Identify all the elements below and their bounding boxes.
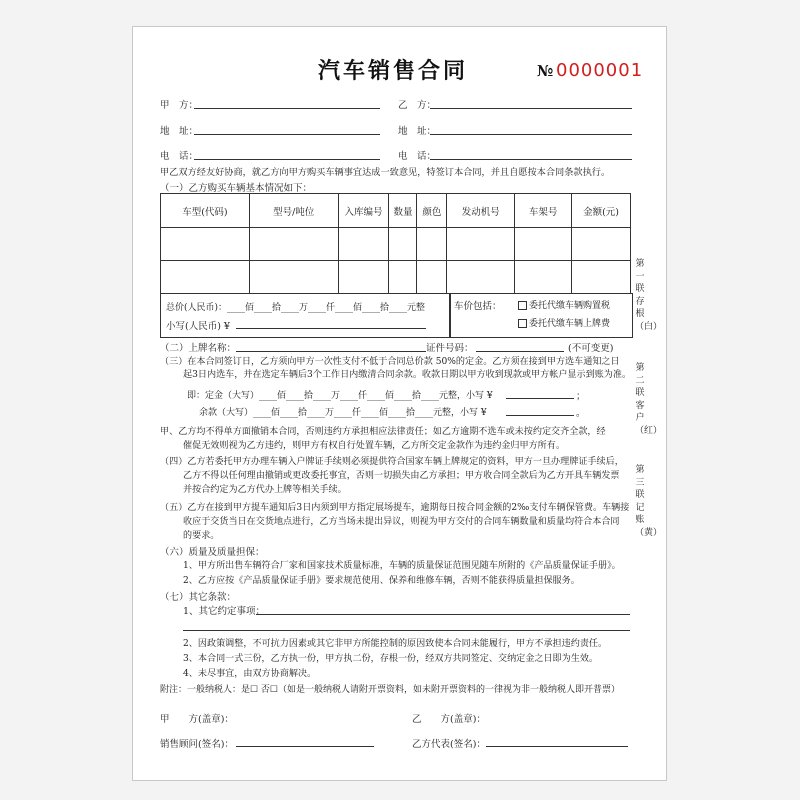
checkbox-icon[interactable] (518, 319, 527, 328)
party-a-field[interactable] (194, 108, 380, 109)
section7-item4: 4、未尽事宜，由双方协商解决。 (183, 669, 317, 679)
party-b-label: 乙 方： (398, 100, 437, 111)
price-includes-label: 车价包括： (454, 301, 502, 312)
other-terms-field-2[interactable] (183, 630, 630, 631)
table-cell[interactable] (417, 228, 447, 261)
table-cell[interactable] (389, 261, 417, 294)
table-cell[interactable] (572, 228, 631, 261)
phone-b-label: 电 话： (398, 151, 437, 162)
table-cell[interactable] (417, 261, 447, 294)
side-label-copy1 (635, 258, 663, 333)
total-upper-text[interactable]: 总价(人民币)：____佰____拾____万____仟____佰____拾____元整 (166, 303, 426, 313)
party-b-rep-label: 乙方代表(签名)： (412, 739, 486, 750)
id-number-field[interactable] (476, 351, 564, 352)
section4-line1: （四）乙方若委托甲方办理车辆入户牌证手续则必须提供符合国家车辆上牌规定的资料，甲方一旦办理牌证手续后， (160, 457, 624, 467)
serial-number-label: № (537, 62, 554, 80)
total-lower-label: 小写(人民币) ¥ (166, 321, 230, 332)
table-cell[interactable] (447, 261, 515, 294)
table-header: 数量 (389, 194, 417, 228)
section3-line1: （三）在本合同签订日，乙方须向甲方一次性支付不低于合同总价款 50%的定金。乙方须在接到甲方选车通知之日 (160, 357, 620, 367)
table-header: 入库编号 (338, 194, 389, 228)
purchase-tax-label: 委托代缴车辆购置税 (529, 301, 611, 311)
table-header-row (161, 194, 631, 228)
table-cell[interactable] (389, 228, 417, 261)
side-label-copy2 (635, 362, 663, 437)
address-b-label: 地 址： (398, 126, 437, 137)
vehicle-table (160, 193, 631, 294)
table-row[interactable] (161, 261, 631, 294)
balance-line[interactable]: 余款（大写）____佰____拾____万____仟____佰____拾____元整，小写 ¥ (199, 408, 487, 418)
deposit-line[interactable]: 即：定金（大写）____佰____拾____万____仟____佰____拾____元整，小写 ¥ (187, 391, 493, 401)
section6-item1: 1、甲方所出售车辆符合厂家和国家技术质量标准，车辆的质量保证范围见随车所附的《产品质量保证手册》。 (183, 561, 621, 571)
table-cell[interactable] (447, 228, 515, 261)
table-cell[interactable] (515, 228, 572, 261)
appendix-note[interactable]: 附注：一般纳税人：是☐ 否☐（如是一般纳税人请附开票资料，如未附开票资料的一律视为非一般纳税人即开普票） (160, 685, 621, 695)
section5-line2: 收应于交货当日在交货地点进行，乙方当场未提出异议，则视为甲方交付的合同车辆数量和质量均符合本合同 (183, 517, 620, 527)
checkbox-icon[interactable] (518, 301, 527, 310)
phone-a-label: 电 话： (160, 151, 199, 162)
table-cell[interactable] (249, 261, 338, 294)
section7-item3: 3、本合同一式三份，乙方执一份，甲方执二份，存根一份，经双方共同签定、交纳定金之日即为生效。 (183, 654, 599, 664)
intro-text: 甲乙双方经友好协商，就乙方向甲方购买车辆事宜达成一致意见，特签订本合同，并且自愿按本合同条款执行。 (160, 167, 611, 178)
table-row[interactable] (161, 228, 631, 261)
section5-line1: （五）乙方在接到甲方提车通知后3日内须到甲方指定展场提车，逾期每日按合同金额的2‰支付车辆保管费。车辆接 (160, 503, 630, 513)
table-header: 发动机号 (447, 194, 515, 228)
section1-title: （一）乙方购买车辆基本情况如下： (160, 183, 313, 194)
party-a-label: 甲 方： (160, 100, 199, 111)
deposit-semicolon: ； (576, 391, 586, 402)
serial-number: 0000001 (556, 60, 644, 81)
plate-fee-option[interactable] (518, 316, 610, 329)
section7-item1: 1、其它约定事项： (183, 606, 266, 617)
unchangeable-note: (不可变更) (568, 343, 614, 354)
table-cell[interactable] (338, 261, 389, 294)
table-cell[interactable] (161, 261, 250, 294)
table-cell[interactable] (572, 261, 631, 294)
table-header: 车型(代码) (161, 194, 250, 228)
section4-line2: 乙方不得以任何理由撤销或更改委托事宜，否则一切损失由乙方承担；甲方收合同全款后为乙方开具车辆发票 (183, 471, 620, 481)
sales-adviser-label: 销售顾问(签名)： (160, 739, 234, 750)
plate-name-field[interactable] (236, 351, 426, 352)
table-cell[interactable] (338, 228, 389, 261)
table-header: 金额(元) (572, 194, 631, 228)
section2-label: （二）上牌名称： (160, 343, 237, 354)
total-lower-field[interactable] (236, 328, 426, 329)
address-b-field[interactable] (430, 134, 632, 135)
plate-fee-label: 委托代缴车辆上牌费 (529, 319, 611, 329)
phone-b-field[interactable] (430, 159, 632, 160)
table-cell[interactable] (249, 228, 338, 261)
table-cell[interactable] (161, 228, 250, 261)
section6-title: （六）质量及质量担保： (160, 547, 265, 558)
balance-period: 。 (576, 408, 586, 419)
table-cell[interactable] (515, 261, 572, 294)
section5-line3: 的要求。 (183, 531, 220, 541)
id-number-label: 证件号码： (426, 343, 474, 354)
party-b-field[interactable] (430, 108, 632, 109)
address-a-label: 地 址： (160, 126, 199, 137)
copy1-text: 第一联 存根（白） (635, 259, 663, 332)
other-terms-field-1[interactable] (256, 614, 630, 615)
table-header: 车架号 (515, 194, 572, 228)
side-label-copy3 (635, 464, 663, 539)
table-header: 颜色 (417, 194, 447, 228)
balance-amount-field[interactable] (506, 415, 574, 416)
table-header: 型号/吨位 (249, 194, 338, 228)
section3-line2: 起3日内选车，并在选定车辆后3个工作日内缴清合同余款。收款日期以甲方收到现款或甲方帐户显示到账为准。 (183, 370, 632, 380)
clause-jia-line2: 催促无效则视为乙方违约，则甲方有权自行处置车辆，乙方所交定金款作为违约金归甲方所有。 (183, 441, 565, 451)
party-b-rep-signature-field[interactable] (486, 746, 628, 747)
party-a-seal-label: 甲 方(盖章)： (160, 714, 234, 725)
copy3-text: 第三联 记账（黄） (635, 465, 663, 538)
section4-line3: 并按合约定为乙方代办上牌等相关手续。 (183, 485, 347, 495)
page-title: 汽车销售合同 (318, 58, 469, 84)
purchase-tax-option[interactable] (518, 298, 610, 311)
clause-jia-line1: 甲、乙方均不得单方面撤销本合同，否则违约方承担相应法律责任；如乙方逾期不选车或未按约定交齐全款，经 (160, 427, 606, 437)
copy2-text: 第二联 客户（红） (635, 363, 663, 436)
section7-item2: 2、因政策调整，不可抗力因素或其它非甲方所能控制的原因致使本合同未能履行，甲方不承担违约责任。 (183, 639, 608, 649)
deposit-amount-field[interactable] (506, 398, 574, 399)
section7-title: （七）其它条款： (160, 592, 237, 603)
sales-adviser-signature-field[interactable] (236, 746, 374, 747)
section6-item2: 2、乙方应按《产品质量保证手册》要求规范使用、保养和维修车辆，否则不能获得质量担保服务。 (183, 576, 580, 586)
address-a-field[interactable] (194, 134, 380, 135)
party-b-seal-label: 乙 方(盖章)： (412, 714, 486, 725)
phone-a-field[interactable] (194, 159, 380, 160)
